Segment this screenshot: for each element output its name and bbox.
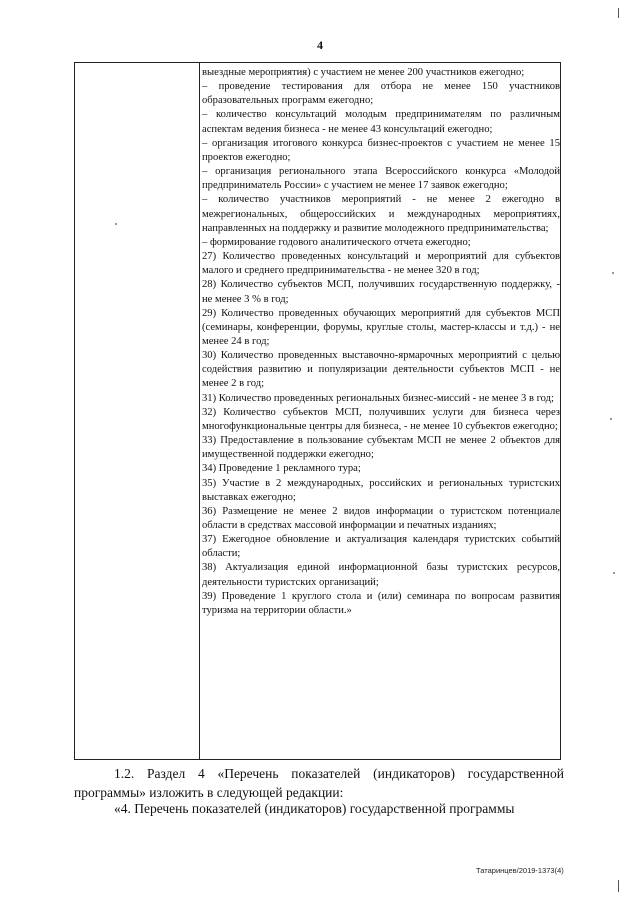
table-line: 37) Ежегодное обновление и актуализация календаря туристских событий области; bbox=[202, 534, 560, 560]
table-line: 34) Проведение 1 рекламного тура; bbox=[202, 463, 361, 475]
page-number: 4 bbox=[317, 38, 323, 52]
table-line: выездные мероприятия) с участием не менее 200 участников ежегодно; bbox=[202, 67, 525, 78]
table-line: – проведение тестирования для отбора не менее 150 участников образовательных программ ежегодно; bbox=[202, 81, 560, 107]
table-line: – организация регионального этапа Всероссийского конкурса «Молодой предприниматель России» с участием не менее 17 заявок ежегодно; bbox=[202, 166, 560, 192]
table-line: 38) Актуализация единой информационной базы туристских ресурсов, деятельности туристских организаций; bbox=[202, 562, 560, 588]
table-line: 29) Количество проведенных обучающих мероприятий для субъектов МСП (семинары, конференции, форумы, круглые столы, мастер-классы и т.д.) - не менее 24 в год; bbox=[202, 307, 560, 347]
table-line: – количество участников мероприятий - не менее 2 ежегодно в межрегиональных, общероссийских и международных мероприятиях, направленных на поддержку и развитие молодежного предпринимательства; bbox=[202, 194, 560, 234]
scan-speck bbox=[610, 418, 612, 420]
table-line: 31) Количество проведенных региональных бизнес-миссий - не менее 3 в год; bbox=[202, 392, 555, 404]
scan-speck bbox=[613, 572, 615, 574]
scan-margin-mark bbox=[618, 8, 619, 18]
scan-margin-mark bbox=[618, 880, 619, 892]
table-line: 32) Количество субъектов МСП, получивших услуги для бизнеса через многофункциональные центры для бизнеса, - не менее 10 субъектов ежегодно; bbox=[202, 406, 560, 432]
column-divider bbox=[199, 63, 200, 759]
table-line: 35) Участие в 2 международных, российских и региональных туристских выставках ежегодно; bbox=[202, 477, 560, 503]
document-footer-code: Татаринцев/2019-1373(4) bbox=[476, 866, 564, 875]
table-line: 28) Количество субъектов МСП, получивших государственную поддержку, - не менее 3 % в год; bbox=[202, 279, 560, 305]
table-line: 27) Количество проведенных консультаций и мероприятий для субъектов малого и среднего предпринимательства - не менее 320 в год; bbox=[202, 251, 560, 277]
table-line: – организация итогового конкурса бизнес-проектов с участием не менее 15 проектов ежегодно; bbox=[202, 137, 560, 163]
indicators-table bbox=[74, 62, 561, 760]
table-line: 30) Количество проведенных выставочно-ярмарочных мероприятий с целью содействия развитию и популяризации деятельности субъектов МСП - не менее 2 в год; bbox=[202, 350, 560, 390]
table-line: – формирование годового аналитического отчета ежегодно; bbox=[202, 236, 471, 248]
table-line: 39) Проведение 1 круглого стола и (или) семинара по вопросам развития туризма на территории области.» bbox=[202, 590, 560, 616]
body-paragraph: 1.2. Раздел 4 «Перечень показателей (индикаторов) государственной программы» изложить в следующей редакции: bbox=[74, 766, 564, 800]
table-line: 33) Предоставление в пользование субъектам МСП не менее 2 объектов для имущественной поддержки ежегодно; bbox=[202, 435, 560, 461]
table-line: – количество консультаций молодым предпринимателям по различным аспектам ведения бизнеса - не менее 43 консультаций ежегодно; bbox=[202, 109, 560, 135]
section-heading-quote: «4. Перечень показателей (индикаторов) государственной программы bbox=[114, 801, 515, 816]
scan-speck bbox=[612, 272, 614, 274]
table-line: 36) Размещение не менее 2 видов информации о туристском потенциале области в средствах массовой информации и печатных изданиях; bbox=[202, 505, 560, 531]
table-text-cell bbox=[202, 66, 560, 618]
